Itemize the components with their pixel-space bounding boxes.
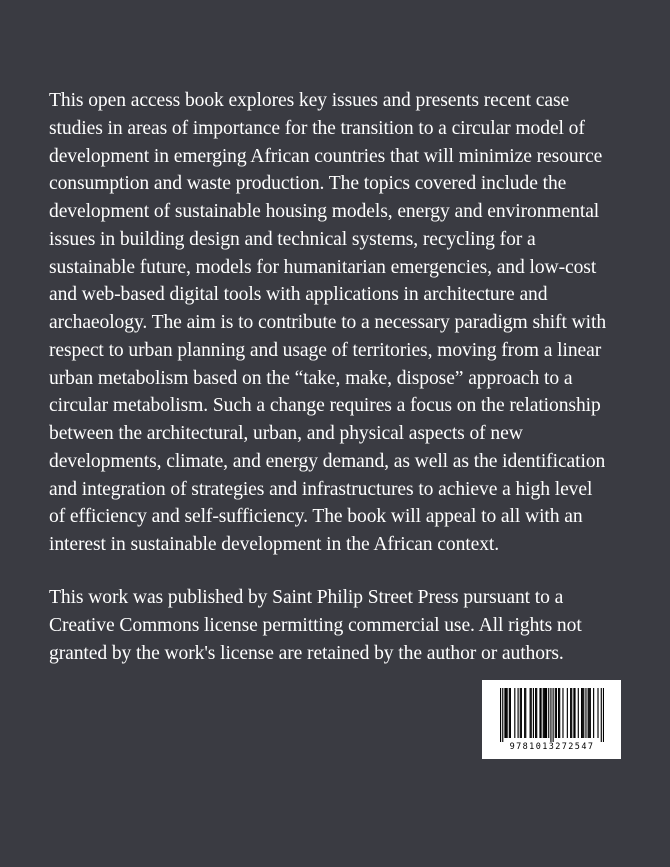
barcode-bar — [514, 688, 515, 738]
barcode-bar — [559, 688, 560, 738]
barcode-bar — [504, 688, 505, 738]
barcode-bar — [544, 688, 545, 738]
barcode-bar — [593, 688, 594, 738]
barcode-bar — [521, 688, 522, 738]
license-notice — [49, 584, 629, 667]
description-line: and web-based digital tools with applications in architecture and — [49, 284, 548, 306]
barcode-bar — [588, 688, 589, 738]
barcode-bar — [510, 688, 511, 738]
barcode-icon — [500, 688, 604, 742]
description-line: developments, climate, and energy demand, as well as the identification — [49, 450, 606, 472]
barcode-bar — [520, 688, 521, 738]
description-line: and integration of strategies and infrastructures to achieve a high level — [49, 478, 593, 500]
barcode-bar — [574, 688, 575, 738]
barcode-bar — [582, 688, 583, 738]
barcode-bar — [583, 688, 584, 738]
description-line: consumption and waste production. The topics covered include the — [49, 173, 567, 195]
barcode-bar — [533, 688, 534, 738]
barcode-bar — [578, 688, 579, 738]
description-line: of efficiency and self-sufficiency. The book will appeal to all with an — [49, 506, 583, 528]
barcode-bar — [536, 688, 537, 738]
notice-line: This work was published by Saint Philip Street Press pursuant to a — [49, 587, 564, 608]
description-line: urban metabolism based on the “take, make, dispose” approach to a — [49, 367, 573, 389]
book-description — [49, 87, 629, 559]
barcode-bar — [545, 688, 546, 738]
notice-line: granted by the work's license are retained by the author or authors. — [49, 642, 564, 664]
description-line: studies in areas of importance for the transition to a circular model of — [49, 117, 585, 139]
barcode-bar — [531, 688, 532, 738]
barcode-bar — [570, 688, 571, 738]
barcode-bar — [539, 688, 540, 738]
barcode-bar — [500, 688, 501, 742]
barcode-bar — [543, 688, 544, 738]
barcode-bar — [589, 688, 590, 738]
barcode-bar — [546, 688, 547, 738]
barcode-bar — [507, 688, 508, 738]
description-line: respect to urban planning and usage of territories, moving from a linear — [49, 339, 602, 361]
barcode-bar — [558, 688, 559, 738]
description-line: interest in sustainable development in the African context. — [49, 534, 500, 555]
description-line: This open access book explores key issues and presents recent case — [49, 90, 570, 111]
barcode-bar — [502, 688, 503, 742]
barcode-bar — [550, 688, 551, 742]
notice-line: Creative Commons license permitting commercial use. All rights not — [49, 614, 582, 636]
barcode-bar — [603, 688, 604, 742]
barcode-bar — [524, 688, 525, 738]
barcode-bar — [555, 688, 556, 738]
barcode-bar — [535, 688, 536, 738]
barcode-panel — [482, 680, 621, 759]
description-line: issues in building design and technical systems, recycling for a — [49, 228, 536, 250]
barcode-bar — [530, 688, 531, 738]
barcode-bar — [525, 688, 526, 738]
barcode-bar — [573, 688, 574, 738]
barcode-bar — [556, 688, 557, 738]
barcode-bar — [562, 688, 563, 738]
barcode-bar — [601, 688, 602, 742]
barcode-bar — [518, 688, 519, 738]
description-line: sustainable future, models for humanitarian emergencies, and low-cost — [49, 256, 597, 278]
description-line: circular metabolism. Such a change requires a focus on the relationship — [49, 395, 601, 417]
description-line: development in emerging African countries that will minimize resource — [49, 145, 603, 167]
barcode-bar — [567, 688, 568, 738]
barcode-bar — [541, 688, 542, 738]
barcode-bar — [585, 688, 586, 738]
description-line: between the architectural, urban, and physical aspects of new — [49, 423, 523, 444]
barcode-bar — [571, 688, 572, 738]
isbn-digits: 9781013272547 — [509, 742, 595, 752]
barcode-bar — [590, 688, 591, 738]
barcode-bar — [581, 688, 582, 738]
barcode-bar — [553, 688, 554, 742]
barcode-bar — [597, 688, 598, 738]
description-line: archaeology. The aim is to contribute to a necessary paradigm shift with — [49, 312, 607, 333]
description-line: development of sustainable housing models, energy and environmental — [49, 201, 600, 222]
barcode-bar — [509, 688, 510, 738]
barcode-bar — [505, 688, 506, 738]
barcode-bar — [548, 688, 549, 738]
